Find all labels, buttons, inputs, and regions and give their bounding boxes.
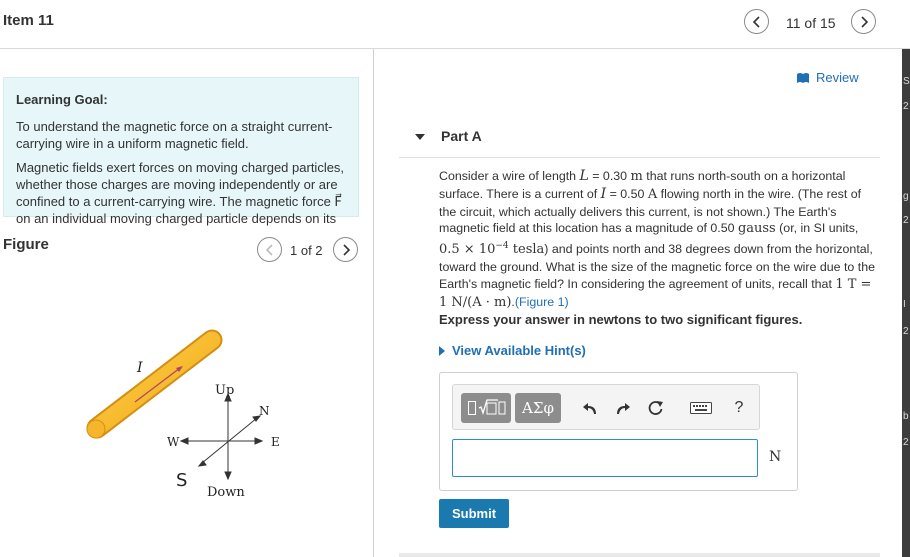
figure-next-button[interactable]: [333, 237, 358, 262]
edge-glyph: 2: [903, 326, 909, 337]
help-button[interactable]: ?: [734, 399, 744, 416]
edge-glyph: 2: [903, 101, 909, 112]
wire-rod: [87, 340, 212, 438]
question-fragment: Consider a wire of length: [439, 169, 580, 183]
previous-item-button[interactable]: [744, 9, 769, 34]
pane-divider[interactable]: [373, 49, 374, 557]
math-unit: m: [630, 169, 643, 184]
learning-goal-title: Learning Goal:: [16, 92, 108, 107]
question-fragment: ) and points north and 38 degrees down from the horizontal, toward the ground. What is the size of the magnetic force on the wire due to the Earth's magnetic field? In considering the agreement of units, recall that: [439, 242, 875, 291]
answer-input[interactable]: [452, 439, 758, 477]
edge-glyph: 2: [903, 215, 909, 226]
west-label: W: [167, 435, 180, 449]
figure-counter: 1 of 2: [290, 243, 323, 258]
keyboard-icon: [690, 402, 712, 414]
east-label: E: [271, 435, 280, 449]
math-symbol: L: [579, 168, 589, 184]
figure-label: Figure: [3, 236, 49, 253]
templates-button[interactable]: [461, 393, 511, 423]
north-label: N: [259, 404, 270, 418]
math-exponent: −4: [495, 241, 509, 252]
learning-goal-text: Magnetic fields exert forces on moving charged particles, whether those charges are moving independently or are confined to a current-carrying wire. The magnetic force F⃗ on an individual moving charged particle depends on its: [16, 160, 345, 226]
undo-icon: [582, 401, 598, 415]
view-hints-label: View Available Hint(s): [452, 343, 586, 358]
chevron-right-icon: [341, 244, 351, 256]
figure-previous-button[interactable]: [257, 237, 282, 262]
question-text: [439, 168, 879, 312]
question-fragment: = 0.50: [606, 186, 648, 201]
review-link[interactable]: [796, 70, 859, 85]
math-unit: tesla: [508, 242, 545, 258]
part-a-header[interactable]: [399, 115, 880, 158]
reset-button[interactable]: [646, 398, 666, 418]
chevron-right-icon: [859, 16, 869, 28]
chevron-left-icon: [265, 244, 275, 256]
up-label: Up: [215, 383, 235, 398]
edge-glyph: 2: [903, 437, 909, 448]
caret-down-icon: [415, 134, 425, 140]
item-counter: 11 of 15: [786, 15, 836, 31]
question-fragment: .: [511, 294, 515, 309]
current-label: I: [137, 360, 143, 376]
question-fragment: flowing north in the wire. (The rest of the circuit, which actually delivers this current, is not shown.) The Earth's magnetic field at this location has a magnitude of 0.50: [439, 186, 862, 236]
question-fragment: (or, in SI units,: [775, 221, 859, 236]
compass-axes: [181, 394, 262, 479]
answer-instruction: Express your answer in newtons to two significant figures.: [439, 312, 803, 327]
south-label: S: [176, 470, 188, 491]
undo-button[interactable]: [580, 398, 600, 418]
down-label: Down: [207, 485, 245, 500]
edge-glyph: I: [903, 299, 906, 310]
part-a-title: Part A: [441, 128, 482, 144]
question-fragment: = 0.30: [588, 169, 631, 183]
review-label: Review: [816, 70, 859, 85]
templates-icon: [465, 397, 507, 419]
top-bar: [0, 0, 910, 49]
edge-glyph: S: [903, 76, 910, 87]
adjacent-window-edge: [902, 49, 910, 557]
math-unit: gauss: [737, 221, 776, 237]
edge-glyph: g: [903, 191, 909, 202]
keyboard-button[interactable]: [689, 398, 713, 418]
math-value: 0.5 × 10: [439, 242, 496, 258]
chevron-left-icon: [752, 16, 762, 28]
math-equation: 1 T = 1 N/(A · m): [439, 276, 872, 310]
answer-unit: N: [769, 449, 782, 465]
math-symbol: I: [600, 185, 607, 202]
wire-compass-figure: [80, 320, 310, 510]
question-fragment: that runs north-south on a horizontal surface. There is a current of: [439, 169, 846, 201]
book-icon: [796, 72, 810, 84]
figure-1-link[interactable]: (Figure 1): [514, 294, 569, 309]
view-hints-link[interactable]: [439, 343, 586, 358]
section-divider: [399, 553, 880, 557]
learning-goal-panel: [3, 77, 359, 226]
reset-icon: [648, 400, 664, 416]
caret-right-icon: [439, 346, 445, 356]
math-toolbar: [452, 384, 760, 430]
next-item-button[interactable]: [851, 9, 876, 34]
learning-goal-text: To understand the magnetic force on a straight current-carrying wire in a uniform magnetic field.: [16, 119, 333, 151]
submit-button[interactable]: Submit: [439, 499, 509, 528]
redo-button[interactable]: [613, 398, 633, 418]
math-unit: A: [647, 186, 658, 202]
item-title: Item 11: [3, 12, 54, 29]
redo-icon: [615, 401, 631, 415]
edge-glyph: b: [903, 411, 909, 422]
answer-panel: [439, 372, 798, 491]
greek-symbols-button[interactable]: ΑΣφ: [515, 393, 561, 423]
